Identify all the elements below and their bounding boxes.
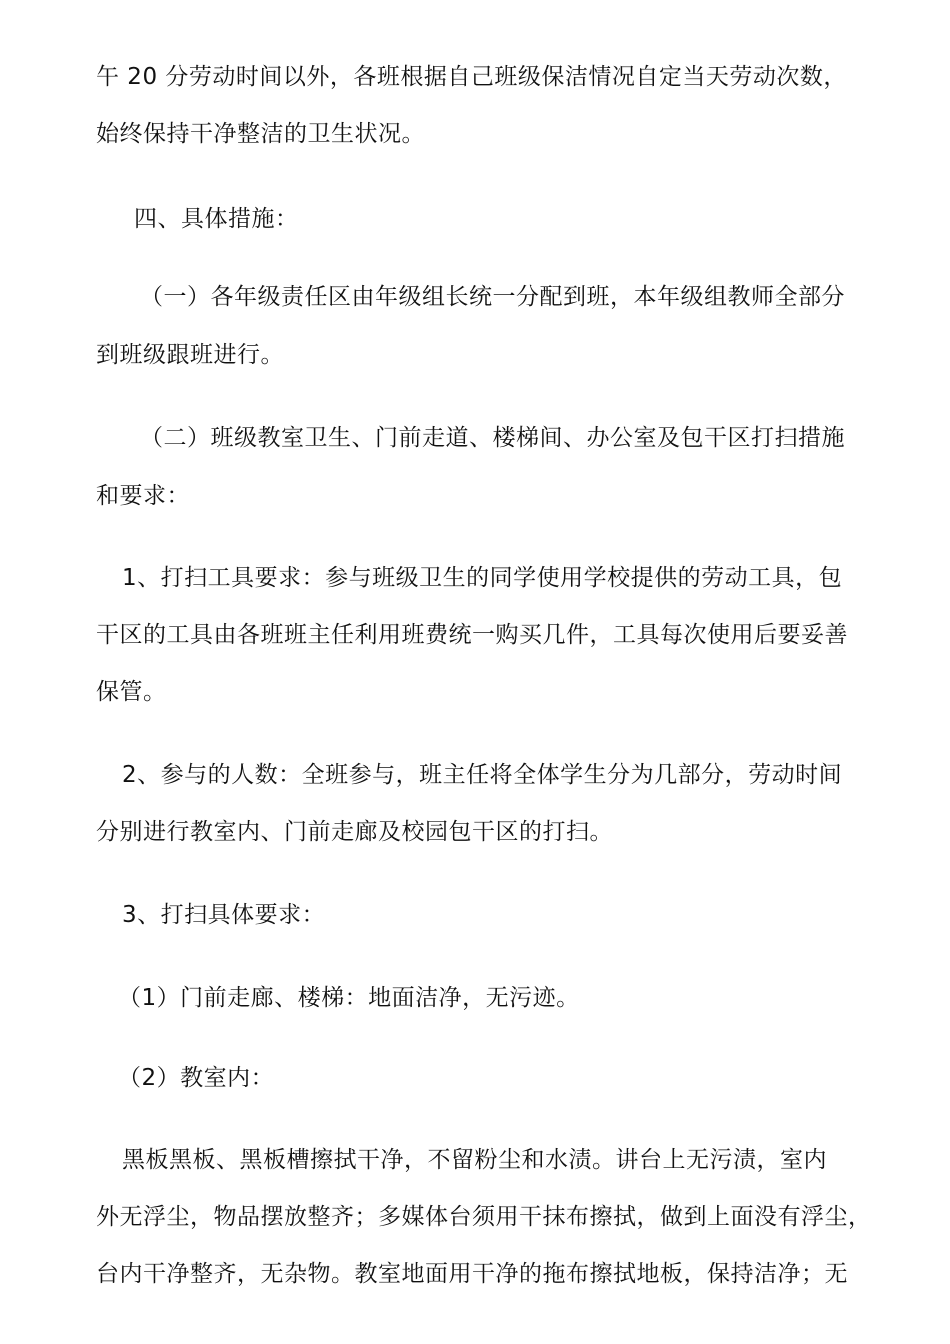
paragraph-line: 保管。: [96, 679, 167, 705]
paragraph-line: 外无浮尘，物品摆放整齐；多媒体台须用干抹布擦拭，做到上面没有浮尘，: [96, 1204, 872, 1230]
paragraph-line: 3、打扫具体要求：: [122, 902, 326, 928]
paragraph-line: 到班级跟班进行。: [96, 342, 284, 368]
paragraph-line: 黑板黑板、黑板槽擦拭干净，不留粉尘和水渍。讲台上无污渍，室内: [122, 1147, 827, 1173]
paragraph-line: 和要求：: [96, 483, 190, 509]
paragraph-line: 干区的工具由各班班主任利用班费统一购买几件，工具每次使用后要妥善: [96, 622, 848, 648]
paragraph-line: 始终保持干净整洁的卫生状况。: [96, 121, 425, 147]
section-heading: 四、具体措施：: [134, 206, 299, 232]
paragraph-line: （2）教室内：: [118, 1065, 275, 1091]
paragraph-line: 午 20 分劳动时间以外，各班根据自己班级保洁情况自定当天劳动次数，: [96, 64, 847, 90]
paragraph-line: 分别进行教室内、门前走廊及校园包干区的打扫。: [96, 819, 613, 845]
paragraph-line: （二）班级教室卫生、门前走道、楼梯间、办公室及包干区打扫措施: [140, 425, 845, 451]
paragraph-line: （1）门前走廊、楼梯：地面洁净，无污迹。: [118, 985, 580, 1011]
paragraph-line: 2、参与的人数：全班参与，班主任将全体学生分为几部分，劳动时间: [122, 762, 843, 788]
paragraph-line: （一）各年级责任区由年级组长统一分配到班，本年级组教师全部分: [140, 284, 845, 310]
paragraph-line: 1、打扫工具要求：参与班级卫生的同学使用学校提供的劳动工具，包: [122, 565, 843, 591]
paragraph-line: 台内干净整齐，无杂物。教室地面用干净的拖布擦拭地板，保持洁净；无: [96, 1261, 848, 1287]
